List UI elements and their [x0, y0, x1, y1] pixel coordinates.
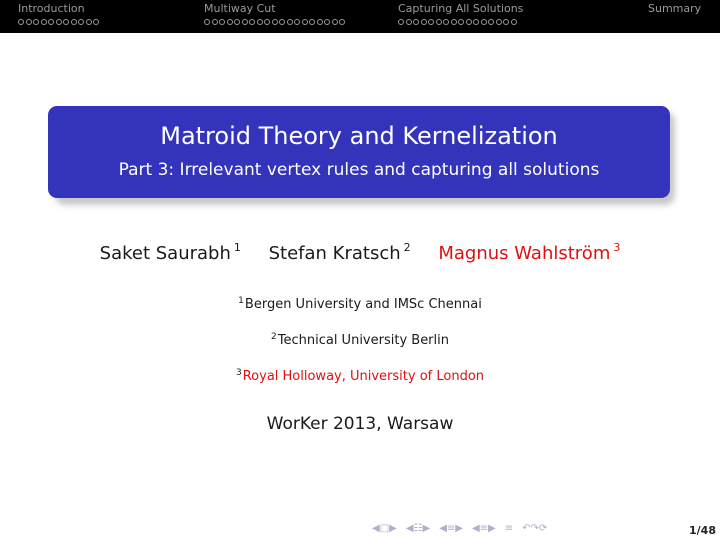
nav-frame-dot[interactable] [451, 19, 457, 25]
author-name: Stefan Kratsch [268, 243, 401, 264]
affiliation-mark: 3 [613, 241, 621, 254]
nav-frame-dot[interactable] [287, 19, 293, 25]
affiliation-mark: 1 [238, 296, 244, 306]
nav-frame-dot[interactable] [219, 19, 225, 25]
nav-frame-dot[interactable] [398, 19, 404, 25]
affiliation-text: Royal Holloway, University of London [242, 369, 485, 384]
nav-frame-dot[interactable] [93, 19, 99, 25]
nav-section-title: Multiway Cut [204, 2, 276, 15]
nav-section-title: Introduction [18, 2, 85, 15]
event-date-location: WorKer 2013, Warsaw [266, 414, 454, 434]
author-saurabh [100, 236, 241, 266]
nav-frame-dot[interactable] [436, 19, 442, 25]
author-name: Saket Saurabh [99, 243, 231, 264]
author-wahlstrom [438, 236, 620, 266]
nav-frame-dot[interactable] [317, 19, 323, 25]
nav-frame-dot[interactable] [63, 19, 69, 25]
nav-frame-dot[interactable] [272, 19, 278, 25]
nav-frame-dot[interactable] [227, 19, 233, 25]
nav-frame-dot[interactable] [18, 19, 24, 25]
nav-frame-dot[interactable] [257, 19, 263, 25]
nav-frame-dot[interactable] [78, 19, 84, 25]
nav-section-capturing-all-solutions[interactable] [398, 3, 523, 31]
nav-frame-dot[interactable] [41, 19, 47, 25]
author-list [0, 236, 720, 266]
nav-frame-dot[interactable] [249, 19, 255, 25]
nav-frame-dot[interactable] [421, 19, 427, 25]
presentation-subtitle: Part 3: Irrelevant vertex rules and capturing all solutions [118, 160, 600, 180]
search-back-forward-icon[interactable]: ↶↷⟳ [522, 523, 548, 534]
nav-section-title: Summary [648, 2, 702, 15]
nav-frame-dot[interactable] [26, 19, 32, 25]
affiliation-mark: 2 [403, 241, 411, 254]
nav-section-multiway-cut[interactable] [204, 3, 345, 31]
nav-frame-dot[interactable] [458, 19, 464, 25]
affiliation-mark: 1 [233, 241, 241, 254]
affiliation-berlin [0, 328, 720, 350]
nav-frame-dot[interactable] [496, 19, 502, 25]
nav-frame-dot[interactable] [279, 19, 285, 25]
prev-subsection-icon[interactable]: ◀≡▶ [439, 523, 463, 534]
nav-frame-dots[interactable] [398, 19, 523, 25]
nav-frame-dot[interactable] [428, 19, 434, 25]
title-block [48, 106, 670, 198]
nav-frame-dot[interactable] [48, 19, 54, 25]
author-kratsch [269, 236, 411, 266]
nav-section-summary[interactable] [648, 3, 701, 31]
presentation-title: Matroid Theory and Kernelization [160, 122, 558, 150]
nav-frame-dot[interactable] [204, 19, 210, 25]
nav-frame-dot[interactable] [488, 19, 494, 25]
nav-frame-dot[interactable] [86, 19, 92, 25]
nav-frame-dot[interactable] [481, 19, 487, 25]
nav-frame-dot[interactable] [212, 19, 218, 25]
nav-frame-dot[interactable] [264, 19, 270, 25]
prev-slide-icon[interactable]: ◀□▶ [372, 523, 397, 534]
nav-frame-dot[interactable] [309, 19, 315, 25]
page-number: 1/48 [689, 524, 716, 537]
author-name: Magnus Wahlström [438, 243, 611, 264]
nav-frame-dot[interactable] [302, 19, 308, 25]
nav-frame-dot[interactable] [406, 19, 412, 25]
nav-frame-dot[interactable] [443, 19, 449, 25]
affiliation-text: Technical University Berlin [277, 333, 449, 348]
nav-frame-dot[interactable] [413, 19, 419, 25]
nav-frame-dot[interactable] [324, 19, 330, 25]
beamer-navigation-controls [372, 522, 547, 536]
nav-frame-dot[interactable] [56, 19, 62, 25]
nav-frame-dot[interactable] [466, 19, 472, 25]
nav-frame-dot[interactable] [332, 19, 338, 25]
nav-frame-dot[interactable] [242, 19, 248, 25]
affiliation-bergen [0, 292, 720, 314]
nav-frame-dots[interactable] [18, 19, 99, 25]
nav-frame-dot[interactable] [71, 19, 77, 25]
nav-frame-dots[interactable] [204, 19, 345, 25]
section-navbar [0, 0, 720, 33]
section-icon[interactable]: ≡ [504, 523, 514, 534]
nav-frame-dot[interactable] [33, 19, 39, 25]
affiliation-mark: 2 [271, 332, 277, 342]
affiliation-text: Bergen University and IMSc Chennai [244, 297, 482, 312]
prev-section-icon[interactable]: ◀≡▶ [471, 523, 496, 534]
nav-section-introduction[interactable] [18, 3, 99, 31]
nav-frame-dot[interactable] [473, 19, 479, 25]
nav-frame-dot[interactable] [234, 19, 240, 25]
affiliation-mark: 3 [235, 368, 242, 378]
prev-frame-icon[interactable]: ◀☷▶ [405, 523, 431, 534]
nav-frame-dot[interactable] [339, 19, 345, 25]
nav-frame-dot[interactable] [294, 19, 300, 25]
nav-section-title: Capturing All Solutions [398, 2, 524, 15]
nav-frame-dot[interactable] [511, 19, 517, 25]
nav-frame-dot[interactable] [503, 19, 509, 25]
affiliation-royal-holloway [0, 364, 720, 386]
